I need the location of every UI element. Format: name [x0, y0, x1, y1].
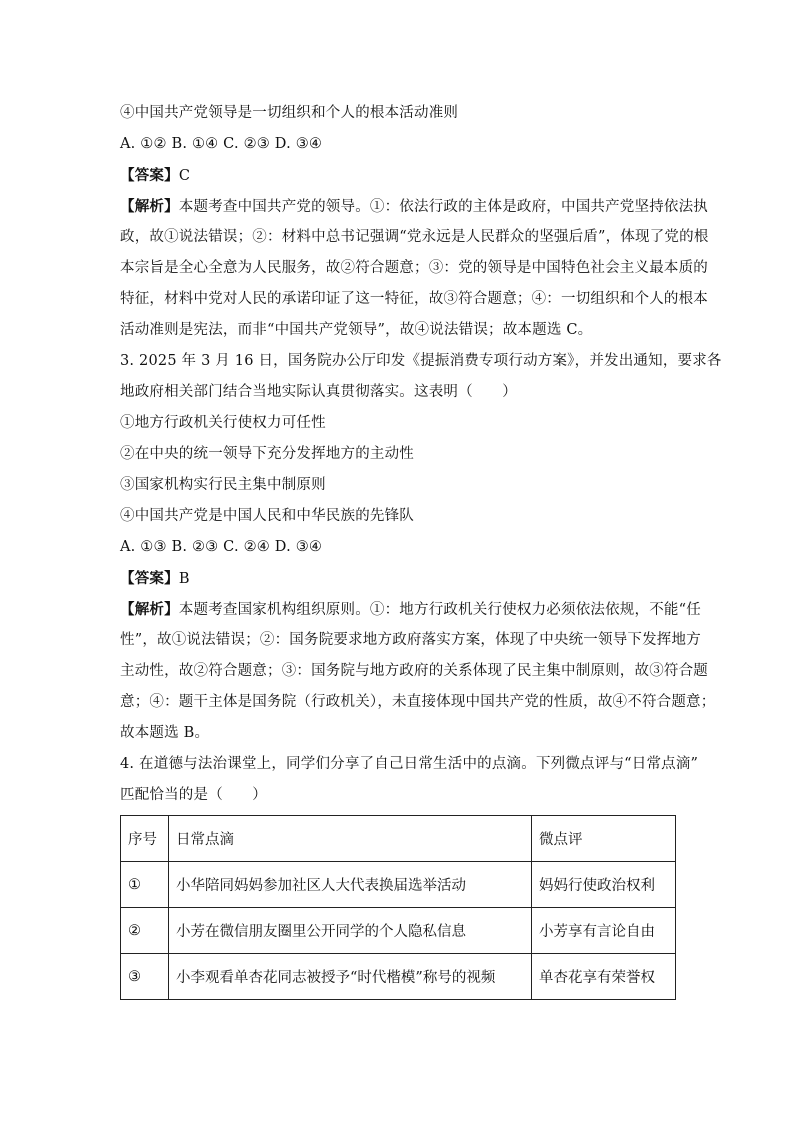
- answer-label: 【答案】: [120, 167, 179, 184]
- row-number-cell: ②: [121, 908, 169, 954]
- q3-option-2: ②在中央的统一领导下充分发挥地方的主动性: [120, 446, 414, 462]
- row-number-cell: ③: [121, 954, 169, 1000]
- analysis-label: 【解析】: [120, 198, 179, 215]
- analysis-label: 【解析】: [120, 601, 179, 618]
- q3-analysis-line: 性”，故①说法错误；②：国务院要求地方政府落实方案，体现了中央统一领导下发挥地方: [120, 632, 701, 648]
- row-comment-cell: 妈妈行使政治权利: [532, 862, 676, 908]
- q3-analysis-line: 意；④：题干主体是国务院（行政机关），未直接体现中国共产党的性质，故④不符合题意；: [120, 694, 716, 710]
- header-cell-daily-moments: 日常点滴: [169, 816, 532, 862]
- row-moment-cell: 小芳在微信朋友圈里公开同学的个人隐私信息: [169, 908, 532, 954]
- q2-option-4: ④中国共产党领导是一切组织和个人的根本活动准则: [120, 105, 459, 121]
- q3-answer: [120, 563, 680, 594]
- answer-label: 【答案】: [120, 570, 179, 587]
- q2-answer: [120, 160, 680, 191]
- q3-stem-line: 地政府相关部门结合当地实际认真贯彻落实。这表明（ ）: [120, 384, 517, 400]
- row-number-cell: ①: [121, 862, 169, 908]
- table-row: [121, 954, 676, 1000]
- answer-value: B: [178, 571, 190, 587]
- exam-content: [120, 98, 722, 1000]
- table-row: [121, 908, 676, 954]
- q2-analysis-line: [120, 191, 709, 222]
- q3-analysis-line: [120, 594, 701, 625]
- header-cell-comment: 微点评: [532, 816, 676, 862]
- row-moment-cell: 小李观看单杏花同志被授予“时代楷模”称号的视频: [169, 954, 532, 1000]
- q3-analysis-line: 故本题选 B。: [120, 725, 210, 741]
- q3-stem-line: 3. 2025 年 3 月 16 日，国务院办公厅印发《提振消费专项行动方案》，并发出通知，要求各: [120, 353, 722, 369]
- q4-stem-line: 匹配恰当的是（ ）: [120, 787, 267, 803]
- q2-analysis-line: 政，故①说法错误；②：材料中总书记强调“党永远是人民群众的坚强后盾”，体现了党的根: [120, 229, 709, 245]
- analysis-text: 本题考查中国共产党的领导。①：依法行政的主体是政府，中国共产党坚持依法执: [178, 199, 709, 215]
- q2-analysis-line: 本宗旨是全心全意为人民服务，故②符合题意；③：党的领导是中国特色社会主义最本质的: [120, 260, 708, 276]
- q3-analysis-line: 主动性，故②符合题意；③：国务院与地方政府的关系体现了民主集中制原则，故③符合题: [120, 663, 708, 679]
- table-row: [121, 862, 676, 908]
- table-header-row: [121, 816, 676, 862]
- q3-option-1: ①地方行政机关行使权力可任性: [120, 415, 326, 431]
- header-cell-number: 序号: [121, 816, 169, 862]
- answer-value: C: [178, 168, 191, 184]
- analysis-text: 本题考查国家机构组织原则。①：地方行政机关行使权力必须依法依规，不能“任: [178, 602, 701, 618]
- row-moment-cell: 小华陪同妈妈参加社区人大代表换届选举活动: [169, 862, 532, 908]
- q2-choices: A. ①② B. ①④ C. ②③ D. ③④: [120, 136, 323, 152]
- row-comment-cell: 单杏花享有荣誉权: [532, 954, 676, 1000]
- q2-analysis-line: 特征，材料中党对人民的承诺印证了这一特征，故③符合题意；④：一切组织和个人的根本: [120, 291, 708, 307]
- q3-option-4: ④中国共产党是中国人民和中华民族的先锋队: [120, 508, 414, 524]
- q3-choices: A. ①③ B. ②③ C. ②④ D. ③④: [120, 539, 323, 555]
- q4-table: [120, 815, 676, 1000]
- q3-option-3: ③国家机构实行民主集中制原则: [120, 477, 326, 493]
- q2-analysis-line: 活动准则是宪法，而非“中国共产党领导”，故④说法错误；故本题选 C。: [120, 322, 593, 338]
- q4-stem-line: 4. 在道德与法治课堂上，同学们分享了自己日常生活中的点滴。下列微点评与“日常点滴”: [120, 756, 699, 772]
- row-comment-cell: 小芳享有言论自由: [532, 908, 676, 954]
